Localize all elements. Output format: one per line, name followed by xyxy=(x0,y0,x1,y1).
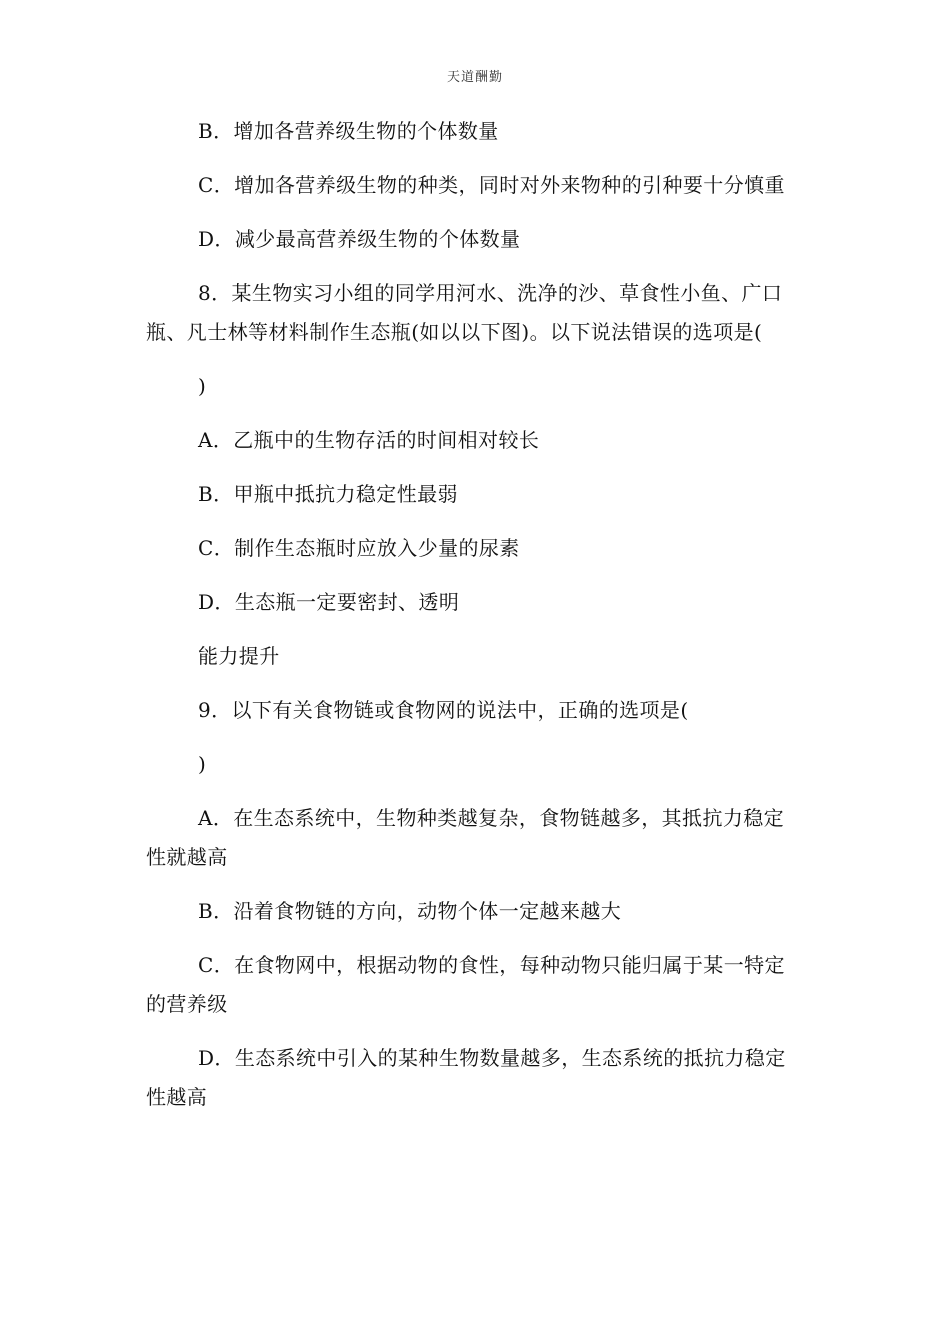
question-9: 9．以下有关食物链或食物网的说法中，正确的选项是( xyxy=(198,698,689,722)
option-a-q8: A．乙瓶中的生物存活的时间相对较长 xyxy=(198,428,540,452)
section-heading: 能力提升 xyxy=(198,644,280,668)
option-b-q7: B．增加各营养级生物的个体数量 xyxy=(198,119,499,143)
option-b-q9: B．沿着食物链的方向，动物个体一定越来越大 xyxy=(198,899,622,923)
page-header: 天道酬勤 xyxy=(446,70,503,85)
document-body xyxy=(146,112,796,1132)
option-d-q8: D．生态瓶一定要密封、透明 xyxy=(198,590,460,614)
option-d-q7: D．减少最高营养级生物的个体数量 xyxy=(198,227,521,251)
question-8: 8．某生物实习小组的同学用河水、洗净的沙、草食性小鱼、广口瓶、凡士林等材料制作生态瓶(如以以下图)。以下说法错误的选项是( xyxy=(146,281,783,344)
option-a-q9: A．在生态系统中，生物种类越复杂，食物链越多，其抵抗力稳定性就越高 xyxy=(146,806,785,869)
question-8-paren: ) xyxy=(198,374,207,398)
option-c-q7: C．增加各营养级生物的种类，同时对外来物种的引种要十分慎重 xyxy=(198,173,785,197)
option-b-q8: B．甲瓶中抵抗力稳定性最弱 xyxy=(198,482,458,506)
option-c-q8: C．制作生态瓶时应放入少量的尿素 xyxy=(198,536,520,560)
option-c-q9: C．在食物网中，根据动物的食性，每种动物只能归属于某一特定的营养级 xyxy=(146,953,785,1016)
question-9-paren: ) xyxy=(198,752,207,776)
option-d-q9: D．生态系统中引入的某种生物数量越多，生态系统的抵抗力稳定性越高 xyxy=(146,1046,786,1109)
